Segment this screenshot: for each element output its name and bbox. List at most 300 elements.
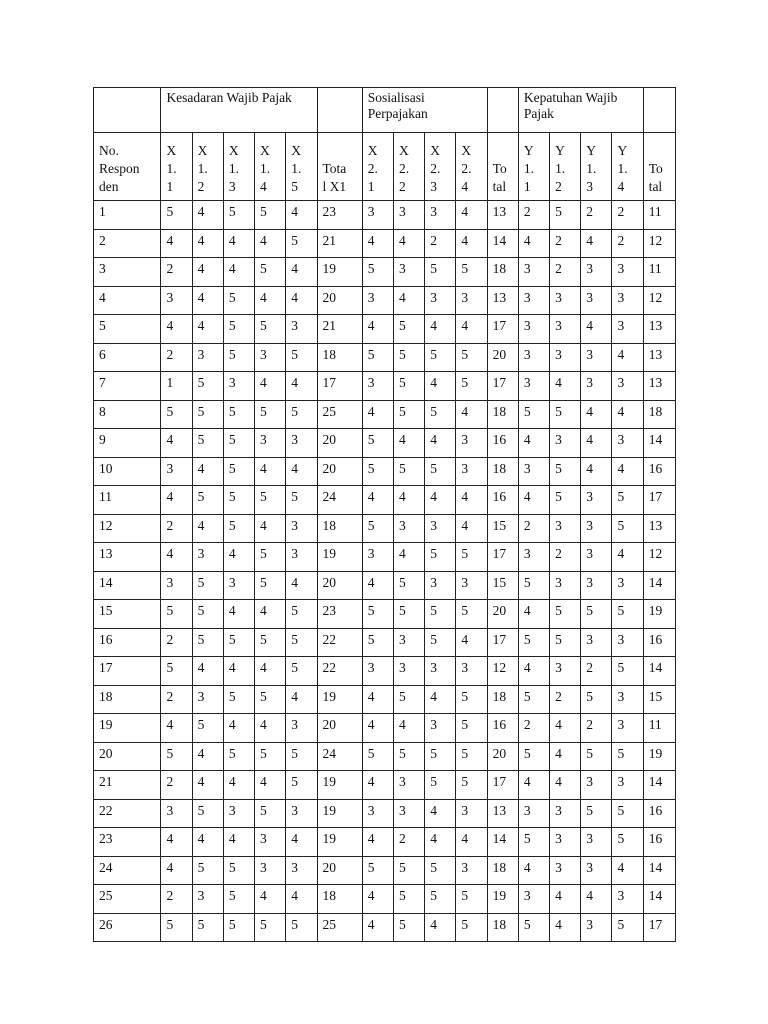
score-cell: 5: [425, 600, 456, 629]
table-row: [94, 571, 676, 600]
table-row: [94, 201, 676, 230]
respondent-number-cell: 18: [94, 685, 161, 714]
score-cell: 5: [394, 372, 425, 401]
score-cell: 20: [317, 856, 362, 885]
item-code-header: X 1. 1: [161, 133, 192, 201]
score-cell: 5: [550, 600, 581, 629]
score-cell: 3: [581, 628, 612, 657]
score-cell: 4: [161, 429, 192, 458]
respondent-number-cell: 19: [94, 714, 161, 743]
score-cell: 5: [192, 486, 223, 515]
score-cell: 3: [518, 543, 549, 572]
score-cell: 3: [456, 286, 487, 315]
respondent-number-cell: 16: [94, 628, 161, 657]
score-cell: 4: [192, 828, 223, 857]
score-cell: 4: [223, 714, 254, 743]
score-cell: 17: [317, 372, 362, 401]
score-cell: 24: [317, 742, 362, 771]
respondent-number-cell: 24: [94, 856, 161, 885]
score-cell: 3: [394, 771, 425, 800]
score-cell: 3: [612, 628, 643, 657]
score-cell: 5: [394, 571, 425, 600]
score-cell: 5: [161, 400, 192, 429]
score-cell: 3: [362, 372, 393, 401]
score-cell: 4: [161, 714, 192, 743]
score-cell: 3: [612, 315, 643, 344]
score-cell: 13: [643, 315, 675, 344]
score-cell: 5: [286, 628, 317, 657]
score-cell: 4: [581, 457, 612, 486]
score-cell: 3: [612, 429, 643, 458]
score-cell: 5: [362, 429, 393, 458]
score-cell: 3: [518, 799, 549, 828]
score-cell: 5: [255, 799, 286, 828]
score-cell: 3: [362, 657, 393, 686]
table-row: [94, 514, 676, 543]
table-row: [94, 315, 676, 344]
score-cell: 5: [362, 856, 393, 885]
score-cell: 4: [362, 885, 393, 914]
score-cell: 3: [223, 571, 254, 600]
score-cell: 5: [456, 600, 487, 629]
blank-cell: [643, 88, 675, 133]
score-cell: 3: [161, 799, 192, 828]
respondent-number-cell: 13: [94, 543, 161, 572]
table-row: [94, 771, 676, 800]
score-cell: 4: [255, 457, 286, 486]
score-cell: 17: [487, 628, 518, 657]
total-header: Tota l X1: [317, 133, 362, 201]
score-cell: 4: [286, 201, 317, 230]
score-cell: 3: [581, 771, 612, 800]
score-cell: 4: [362, 714, 393, 743]
score-cell: 5: [456, 372, 487, 401]
score-cell: 5: [362, 600, 393, 629]
score-cell: 5: [286, 486, 317, 515]
score-cell: 3: [581, 258, 612, 287]
table-row: [94, 714, 676, 743]
score-cell: 5: [362, 742, 393, 771]
score-cell: 4: [286, 885, 317, 914]
score-cell: 4: [581, 429, 612, 458]
score-cell: 5: [192, 571, 223, 600]
score-cell: 5: [161, 201, 192, 230]
score-cell: 19: [317, 543, 362, 572]
score-cell: 2: [161, 885, 192, 914]
table-row: [94, 258, 676, 287]
score-cell: 4: [192, 742, 223, 771]
score-cell: 3: [286, 429, 317, 458]
score-cell: 5: [394, 742, 425, 771]
score-cell: 4: [255, 286, 286, 315]
respondent-number-cell: 1: [94, 201, 161, 230]
score-cell: 4: [192, 258, 223, 287]
score-cell: 3: [518, 885, 549, 914]
score-cell: 5: [425, 543, 456, 572]
score-cell: 5: [581, 742, 612, 771]
score-cell: 3: [550, 286, 581, 315]
respondent-number-cell: 23: [94, 828, 161, 857]
respondent-number-cell: 20: [94, 742, 161, 771]
score-cell: 2: [581, 657, 612, 686]
score-cell: 4: [255, 714, 286, 743]
score-cell: 4: [581, 885, 612, 914]
score-cell: 16: [487, 486, 518, 515]
score-cell: 4: [612, 343, 643, 372]
score-cell: 19: [487, 885, 518, 914]
score-cell: 3: [456, 657, 487, 686]
score-cell: 17: [643, 486, 675, 515]
score-cell: 4: [286, 685, 317, 714]
score-cell: 20: [317, 429, 362, 458]
table-row: [94, 372, 676, 401]
score-cell: 5: [425, 343, 456, 372]
score-cell: 3: [255, 429, 286, 458]
score-cell: 12: [487, 657, 518, 686]
score-cell: 5: [192, 429, 223, 458]
score-cell: 4: [456, 486, 487, 515]
score-cell: 4: [192, 771, 223, 800]
score-cell: 5: [612, 913, 643, 942]
score-cell: 19: [317, 771, 362, 800]
score-cell: 18: [487, 258, 518, 287]
score-cell: 17: [487, 315, 518, 344]
table-row: [94, 799, 676, 828]
item-header-row: [94, 133, 676, 201]
score-cell: 5: [362, 343, 393, 372]
item-code-header: Y 1. 1: [518, 133, 549, 201]
score-cell: 3: [518, 372, 549, 401]
score-cell: 5: [550, 486, 581, 515]
score-cell: 4: [518, 429, 549, 458]
score-cell: 4: [192, 457, 223, 486]
score-cell: 3: [286, 714, 317, 743]
score-cell: 2: [581, 201, 612, 230]
score-cell: 5: [456, 685, 487, 714]
score-cell: 5: [223, 514, 254, 543]
respondent-number-cell: 5: [94, 315, 161, 344]
score-cell: 3: [456, 856, 487, 885]
score-cell: 3: [612, 286, 643, 315]
score-cell: 14: [643, 429, 675, 458]
score-cell: 5: [394, 913, 425, 942]
item-code-header: X 2. 3: [425, 133, 456, 201]
score-cell: 4: [223, 771, 254, 800]
score-cell: 2: [161, 685, 192, 714]
score-cell: 5: [223, 885, 254, 914]
score-cell: 2: [612, 229, 643, 258]
score-cell: 4: [286, 571, 317, 600]
score-cell: 5: [550, 201, 581, 230]
score-cell: 4: [362, 913, 393, 942]
score-cell: 4: [286, 372, 317, 401]
score-cell: 4: [425, 486, 456, 515]
score-cell: 3: [362, 201, 393, 230]
score-cell: 5: [286, 343, 317, 372]
score-cell: 4: [550, 714, 581, 743]
score-cell: 14: [487, 229, 518, 258]
score-cell: 2: [518, 714, 549, 743]
score-cell: 3: [550, 799, 581, 828]
score-cell: 5: [394, 315, 425, 344]
score-cell: 3: [612, 885, 643, 914]
score-cell: 14: [643, 885, 675, 914]
score-cell: 5: [425, 742, 456, 771]
score-cell: 5: [255, 400, 286, 429]
score-cell: 3: [550, 571, 581, 600]
score-cell: 5: [456, 714, 487, 743]
score-cell: 4: [550, 885, 581, 914]
score-cell: 3: [161, 571, 192, 600]
score-cell: 3: [456, 571, 487, 600]
score-cell: 4: [255, 600, 286, 629]
respondent-number-cell: 15: [94, 600, 161, 629]
score-cell: 5: [192, 799, 223, 828]
respondent-number-cell: 21: [94, 771, 161, 800]
score-cell: 3: [362, 286, 393, 315]
score-cell: 4: [362, 771, 393, 800]
score-cell: 2: [581, 714, 612, 743]
score-cell: 4: [394, 286, 425, 315]
score-cell: 4: [425, 372, 456, 401]
score-cell: 5: [394, 343, 425, 372]
score-cell: 2: [550, 685, 581, 714]
item-code-header: Y 1. 3: [581, 133, 612, 201]
respondent-number-cell: 17: [94, 657, 161, 686]
score-cell: 2: [518, 201, 549, 230]
score-cell: 4: [255, 885, 286, 914]
score-cell: 5: [161, 742, 192, 771]
respondent-number-cell: 26: [94, 913, 161, 942]
score-cell: 5: [394, 885, 425, 914]
score-cell: 2: [550, 543, 581, 572]
score-cell: 3: [255, 343, 286, 372]
score-cell: 3: [223, 372, 254, 401]
score-cell: 4: [362, 828, 393, 857]
table-row: [94, 913, 676, 942]
score-cell: 3: [550, 856, 581, 885]
score-cell: 3: [518, 315, 549, 344]
respondent-number-cell: 4: [94, 286, 161, 315]
score-cell: 5: [425, 771, 456, 800]
score-cell: 4: [223, 258, 254, 287]
score-cell: 4: [456, 315, 487, 344]
score-cell: 4: [612, 856, 643, 885]
table-row: [94, 828, 676, 857]
table-row: [94, 286, 676, 315]
score-cell: 4: [518, 771, 549, 800]
score-cell: 4: [255, 514, 286, 543]
score-cell: 4: [425, 799, 456, 828]
table-row: [94, 628, 676, 657]
score-cell: 1: [161, 372, 192, 401]
score-cell: 5: [425, 457, 456, 486]
score-cell: 13: [643, 343, 675, 372]
score-cell: 4: [223, 600, 254, 629]
score-cell: 3: [286, 315, 317, 344]
score-cell: 5: [456, 913, 487, 942]
score-cell: 4: [394, 229, 425, 258]
score-cell: 3: [581, 343, 612, 372]
score-cell: 20: [487, 343, 518, 372]
questionnaire-data-table: [93, 87, 676, 942]
score-cell: 3: [550, 657, 581, 686]
score-cell: 5: [362, 457, 393, 486]
score-cell: 19: [317, 799, 362, 828]
score-cell: 3: [456, 799, 487, 828]
score-cell: 4: [425, 913, 456, 942]
score-cell: 5: [223, 429, 254, 458]
score-cell: 3: [425, 286, 456, 315]
score-cell: 5: [612, 742, 643, 771]
score-cell: 3: [612, 258, 643, 287]
score-cell: 3: [456, 457, 487, 486]
score-cell: 11: [643, 714, 675, 743]
score-cell: 12: [643, 543, 675, 572]
score-cell: 2: [161, 628, 192, 657]
score-cell: 4: [550, 742, 581, 771]
score-cell: 21: [317, 315, 362, 344]
score-cell: 4: [456, 828, 487, 857]
score-cell: 5: [456, 343, 487, 372]
score-cell: 4: [612, 457, 643, 486]
score-cell: 5: [518, 400, 549, 429]
score-cell: 18: [487, 685, 518, 714]
score-cell: 5: [255, 201, 286, 230]
score-cell: 18: [487, 856, 518, 885]
score-cell: 5: [255, 543, 286, 572]
score-cell: 5: [362, 628, 393, 657]
score-cell: 5: [456, 543, 487, 572]
score-cell: 5: [286, 771, 317, 800]
score-cell: 18: [487, 400, 518, 429]
score-cell: 3: [518, 343, 549, 372]
score-cell: 5: [255, 742, 286, 771]
score-cell: 3: [581, 372, 612, 401]
item-code-header: X 1. 4: [255, 133, 286, 201]
score-cell: 3: [425, 714, 456, 743]
score-cell: 4: [581, 400, 612, 429]
score-cell: 5: [425, 258, 456, 287]
score-cell: 2: [550, 258, 581, 287]
score-cell: 3: [518, 258, 549, 287]
score-cell: 5: [456, 885, 487, 914]
blank-cell: [487, 88, 518, 133]
respondent-number-cell: 10: [94, 457, 161, 486]
score-cell: 3: [456, 429, 487, 458]
group-title-kesadaran: Kesadaran Wajib Pajak: [161, 88, 317, 133]
score-cell: 3: [223, 799, 254, 828]
score-cell: 5: [612, 657, 643, 686]
score-cell: 5: [612, 828, 643, 857]
score-cell: 25: [317, 913, 362, 942]
score-cell: 5: [286, 913, 317, 942]
score-cell: 4: [425, 828, 456, 857]
table-row: [94, 229, 676, 258]
score-cell: 4: [286, 258, 317, 287]
score-cell: 18: [643, 400, 675, 429]
table-row: [94, 457, 676, 486]
score-cell: 4: [581, 229, 612, 258]
score-cell: 4: [161, 543, 192, 572]
score-cell: 5: [394, 400, 425, 429]
score-cell: 5: [518, 685, 549, 714]
item-code-header: X 1. 3: [223, 133, 254, 201]
score-cell: 23: [317, 600, 362, 629]
score-cell: 4: [223, 657, 254, 686]
score-cell: 4: [192, 286, 223, 315]
score-cell: 5: [425, 885, 456, 914]
respondent-number-cell: 14: [94, 571, 161, 600]
group-title-kepatuhan: Kepatuhan Wajib Pajak: [518, 88, 643, 133]
score-cell: 19: [643, 600, 675, 629]
score-cell: 3: [286, 543, 317, 572]
score-cell: 11: [643, 258, 675, 287]
respondent-number-cell: 3: [94, 258, 161, 287]
score-cell: 20: [487, 742, 518, 771]
score-cell: 5: [255, 486, 286, 515]
score-cell: 4: [394, 486, 425, 515]
score-cell: 5: [286, 600, 317, 629]
score-cell: 14: [643, 571, 675, 600]
score-cell: 5: [223, 628, 254, 657]
score-cell: 5: [223, 400, 254, 429]
score-cell: 5: [255, 628, 286, 657]
score-cell: 4: [518, 600, 549, 629]
respondent-number-cell: 2: [94, 229, 161, 258]
score-cell: 3: [612, 372, 643, 401]
score-cell: 5: [362, 514, 393, 543]
score-cell: 3: [581, 913, 612, 942]
score-cell: 5: [425, 400, 456, 429]
score-cell: 5: [255, 913, 286, 942]
score-cell: 3: [581, 828, 612, 857]
table-row: [94, 885, 676, 914]
score-cell: 24: [317, 486, 362, 515]
score-cell: 4: [362, 486, 393, 515]
score-cell: 5: [394, 685, 425, 714]
score-cell: 5: [192, 856, 223, 885]
score-cell: 4: [255, 771, 286, 800]
item-code-header: X 2. 1: [362, 133, 393, 201]
score-cell: 4: [581, 315, 612, 344]
score-cell: 18: [487, 913, 518, 942]
respondent-number-cell: 11: [94, 486, 161, 515]
score-cell: 5: [550, 400, 581, 429]
score-cell: 5: [612, 799, 643, 828]
score-cell: 5: [286, 229, 317, 258]
score-cell: 5: [286, 400, 317, 429]
score-cell: 22: [317, 657, 362, 686]
score-cell: 4: [362, 229, 393, 258]
score-cell: 5: [223, 685, 254, 714]
respondent-number-cell: 6: [94, 343, 161, 372]
score-cell: 4: [394, 714, 425, 743]
score-cell: 4: [394, 429, 425, 458]
score-cell: 17: [487, 771, 518, 800]
score-cell: 4: [362, 400, 393, 429]
score-cell: 5: [192, 400, 223, 429]
score-cell: 5: [223, 201, 254, 230]
table-row: [94, 657, 676, 686]
score-cell: 3: [255, 856, 286, 885]
score-cell: 3: [581, 856, 612, 885]
score-cell: 3: [192, 685, 223, 714]
score-cell: 3: [581, 571, 612, 600]
score-cell: 3: [192, 543, 223, 572]
table-row: [94, 600, 676, 629]
score-cell: 3: [286, 799, 317, 828]
